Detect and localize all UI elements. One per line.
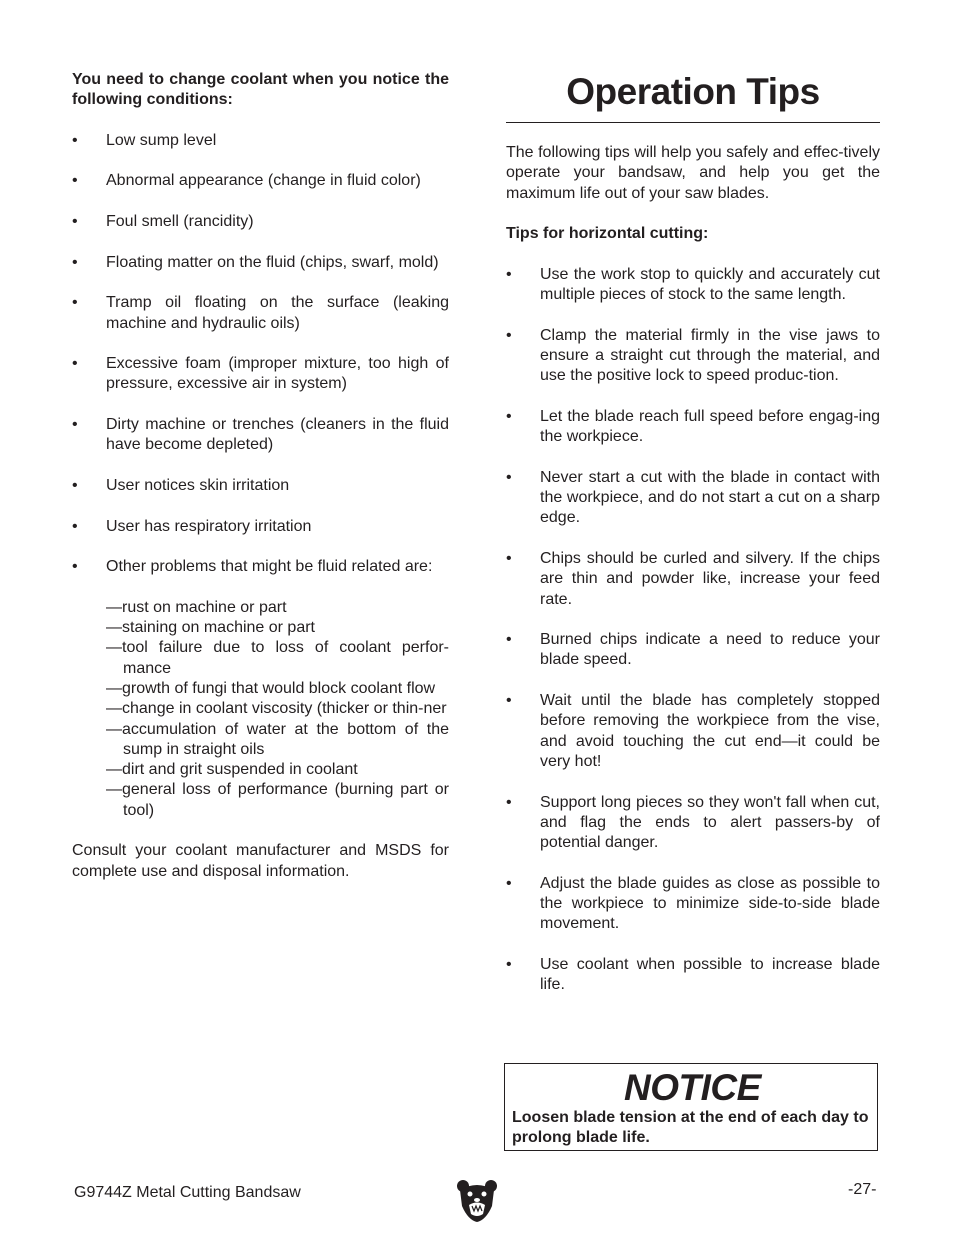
list-item: • Floating matter on the fluid (chips, swarf, mold)	[72, 253, 449, 273]
list-item: • Foul smell (rancidity)	[72, 212, 449, 232]
dash-item: —change in coolant viscosity (thicker or thin-ner	[106, 700, 447, 718]
list-item: • Let the blade reach full speed before engag-ing the workpiece.	[506, 407, 880, 448]
list-item: • Burned chips indicate a need to reduce your blade speed.	[506, 630, 880, 671]
list-item: • Adjust the blade guides as close as possible to the workpiece to minimize side-to-side blade movement.	[506, 874, 880, 935]
spacer	[72, 111, 449, 131]
list-item: • Other problems that might be fluid related are:	[72, 557, 449, 577]
list-item: • Use coolant when possible to increase blade life.	[506, 955, 880, 996]
page-title: Operation Tips	[566, 71, 820, 112]
list-item: • Low sump level	[72, 131, 449, 151]
list-item: • Dirty machine or trenches (cleaners in the fluid have become depleted)	[72, 415, 449, 456]
list-item: • User notices skin irritation	[72, 476, 449, 496]
list-item: • Clamp the material firmly in the vise jaws to ensure a straight cut through the material, and use the positive lock to speed produc-tion.	[506, 326, 880, 387]
section-subheading: Tips for horizontal cutting:	[506, 225, 709, 243]
notice-box	[504, 1063, 878, 1151]
fluid-problems-list	[72, 598, 449, 821]
right-column	[506, 70, 880, 1016]
dash-item: —staining on machine or part	[106, 619, 315, 637]
closing-paragraph: Consult your coolant manufacturer and MSDS for complete use and disposal information.	[72, 842, 449, 880]
list-item: • Abnormal appearance (change in fluid color)	[72, 171, 449, 191]
list-item: • Support long pieces so they won't fall when cut, and flag the ends to alert passers-by of potential danger.	[506, 793, 880, 854]
notice-title: NOTICE	[624, 1067, 761, 1108]
coolant-heading: You need to change coolant when you notice the following conditions:	[72, 71, 449, 109]
tips-list	[506, 265, 880, 996]
left-column	[72, 70, 449, 882]
list-item: • User has respiratory irritation	[72, 517, 449, 537]
dash-item: —accumulation of water at the bottom of the sump in straight oils	[106, 720, 449, 758]
list-item: • Never start a cut with the blade in contact with the workpiece, and do not start a cut on a sharp edge.	[506, 468, 880, 529]
coolant-conditions-list	[72, 131, 449, 578]
footer-model-name: G9744Z Metal Cutting Bandsaw	[74, 1184, 301, 1201]
spacer	[506, 244, 880, 264]
list-item: • Tramp oil floating on the surface (leaking machine and hydraulic oils)	[72, 293, 449, 334]
notice-text: Loosen blade tension at the end of each day to prolong blade life.	[512, 1109, 869, 1147]
list-item: • Use the work stop to quickly and accurately cut multiple pieces of stock to the same length.	[506, 265, 880, 306]
dash-item: —tool failure due to loss of coolant perfor-mance	[106, 639, 449, 677]
dash-item: —growth of fungi that would block coolant flow	[106, 679, 436, 697]
intro-paragraph: The following tips will help you safely and effec-tively operate your bandsaw, and help you get the maximum life out of your saw blades.	[506, 144, 880, 202]
dash-item: —rust on machine or part	[106, 598, 287, 616]
spacer	[506, 204, 880, 224]
bear-head-icon	[456, 1178, 498, 1222]
dash-item: —dirt and grit suspended in coolant	[106, 761, 358, 779]
dash-item: —general loss of performance (burning part or tool)	[106, 781, 449, 819]
page-number: -27-	[848, 1181, 877, 1198]
title-divider	[506, 122, 880, 123]
list-item: • Wait until the blade has completely stopped before removing the workpiece from the vise, and avoid touching the cut end—it could be very hot!	[506, 691, 880, 772]
list-item: • Excessive foam (improper mixture, too high of pressure, excessive air in system)	[72, 354, 449, 395]
list-item: • Chips should be curled and silvery. If the chips are thin and powder like, increase your feed rate.	[506, 549, 880, 610]
